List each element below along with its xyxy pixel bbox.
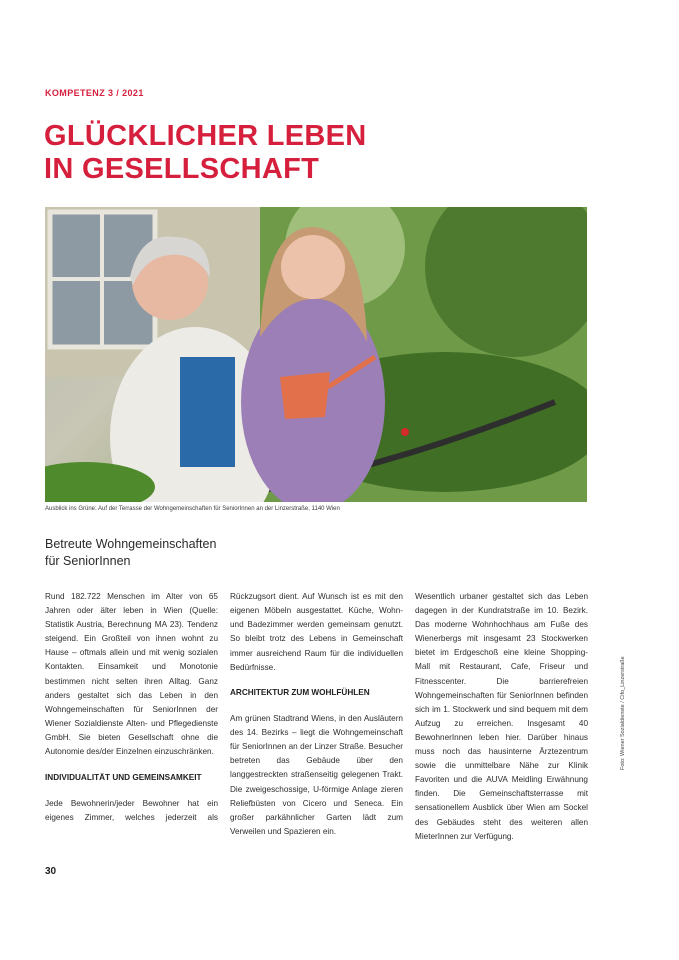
photo-credit: Foto: Wiener Sozialdienste / Cifo_Linzerstraße xyxy=(620,656,626,770)
title-line-2: IN GESELLSCHAFT xyxy=(44,153,320,185)
paragraph-intro: Rund 182.722 Menschen im Alter von 65 Jahren oder älter leben in Wien (Quelle: Statistik Austria, Berechnung MA 23). Tendenz steigend. Ein Großteil von ihnen wohnt zu Hause – oftmals allein und mit wenig sozialen Kontakten. Einsamkeit und Monotonie bestimmen nicht selten ihren Alltag. Ganz anders gestaltet sich das Leben in den Wohngemeinschaften für SeniorInnen der Wiener Sozialdienste Alten- und Pflegedienste GmbH. Sie bieten Gesellschaft ohne die Autonomie des/der Einzelnen einzuschränken. xyxy=(45,592,218,757)
section-heading-individualitaet: INDIVIDUALITÄT UND GEMEINSAMKEIT xyxy=(45,773,202,783)
article-subheading xyxy=(45,536,305,570)
article-photo xyxy=(45,207,587,502)
paragraph-linzer-strasse: Am grünen Stadtrand Wiens, in den Ausläutern des 14. Bezirks – liegt die Wohngemeinschaft für SeniorInnen an der Linzer Straße. Besucher betreten das Gebäude über den langgestreckten straßenseitig gelegenen Trakt. Die zweigeschossige, U-förmige Anlage zieren Reliefbüsten von Cicero und Seneca. Ein großer parkähnlicher Garten lädt zum Verweilen und Spazieren ein. xyxy=(230,714,403,836)
article-column-1 xyxy=(45,590,218,825)
watering-can xyxy=(280,372,330,419)
article-title xyxy=(44,120,367,186)
page-number: 30 xyxy=(45,866,57,877)
title-line-1: GLÜCKLICHER LEBEN xyxy=(44,120,367,152)
photo-illustration xyxy=(45,207,587,502)
issue-kicker: KOMPETENZ 3 / 2021 xyxy=(45,88,144,98)
article-column-2 xyxy=(230,590,403,839)
paragraph-kundratstrasse: Wesentlich urbaner gestaltet sich das Leben dagegen in der Kundratstraße im 10. Bezirk. Das moderne Wohnhochhaus am Fuße des Wienerbergs mit insgesamt 23 Stockwerken bietet im Erdgeschoß eine kleine Shopping-Mall mit Restaurant, Cafe, Friseur und Fitnesscenter. Die barrierefreien Wohngemeinschaften für SeniorInnen befinden sich im 1. Stockwerk und sind bequem mit dem Aufzug zu erreichen. Insgesamt 40 BewohnerInnen leben hier. Darüber hinaus muss noch das hausinterne Ärztezentrum sowie die unmittelbare Nähe zur Klinik Favoriten und die AUVA Meidling Erwähnung finden. Die Gemeinschaftsterrasse mit sensationellem Ausblick über Wien am Sockel des Gebäudes steht des weiteren allen MieterInnen zur Verfügung. xyxy=(415,592,588,841)
paragraph-zimmer-continued: Rückzugsort dient. Auf Wunsch ist es mit den eigenen Möbeln ausgestattet. Küche, Wohn- und Badezimmer werden gemeinsam genutzt. So bleibt trotz des Lebens in Gemeinschaft immer ausreichend Raum für die individuellen Bedürfnisse. xyxy=(230,592,403,672)
article-column-3 xyxy=(415,590,588,844)
paragraph-zimmer: Jede Bewohnerin/jeder Bewohner hat ein eigenes Zimmer, welches jederzeit als xyxy=(45,799,218,823)
subheading-line-1: Betreute Wohngemeinschaften xyxy=(45,537,217,551)
subheading-line-2: für SeniorInnen xyxy=(45,554,131,568)
section-heading-architektur: ARCHITEKTUR ZUM WOHLFÜHLEN xyxy=(230,688,370,697)
photo-caption: Ausblick ins Grüne: Auf der Terrasse der Wohngemeinschaften für SeniorInnen an der Linzerstraße, 1140 Wien xyxy=(45,506,340,512)
